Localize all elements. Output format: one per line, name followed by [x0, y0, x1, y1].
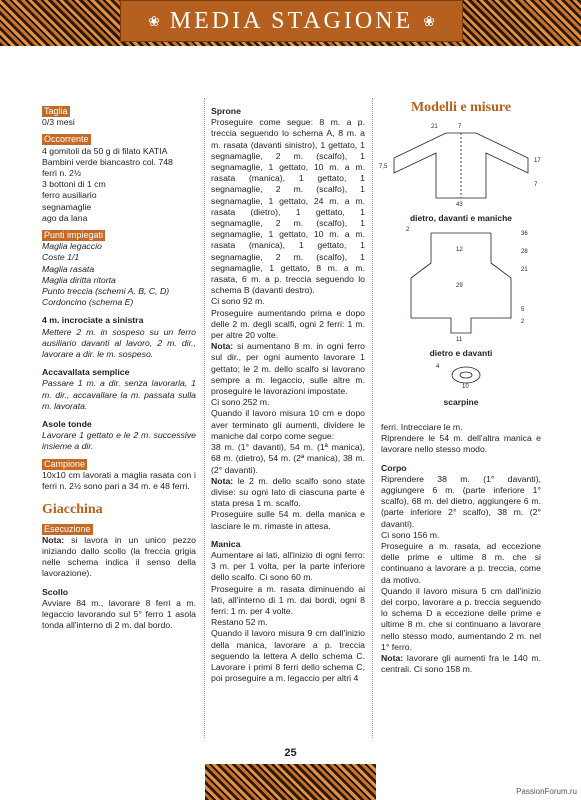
nota-paragraph	[211, 341, 365, 397]
list-item: Cordoncino (schema E)	[42, 297, 134, 308]
page-number: 25	[284, 747, 297, 759]
flower-icon: ❀	[423, 12, 435, 29]
dimension-label: 7	[458, 124, 462, 130]
list-item: segnamaglie	[42, 201, 92, 212]
paragraph: Quando il lavoro misura 9 cm dall'inizio della manica, lavorare a p. treccia seguendo la lettera A dello schema C. Lavorare i primi 8 ferri dello schema C, poi proseguire a m. legaccio per altri 4	[211, 628, 365, 684]
column-2	[211, 100, 365, 684]
accavallata-text: Passare 1 m. a dir. senza lavorarla, 1 m. dir., accavallare la m. passata sulla m. lavorata.	[42, 378, 196, 411]
dimension-label: 11	[456, 337, 463, 343]
paragraph: Riprendere 38 m. (1° davanti), aggiungere 6 m. (parte inferiore 1° scalfo), 68 m. del dietro, aggiungere 6 m. (parte inferiore 2° scalfo), 38 m. (2° davanti).	[381, 473, 541, 529]
occorrente-label: Occorrente	[44, 134, 89, 145]
list-item: Punto treccia (schemi A, B, C, D)	[42, 286, 170, 297]
asole-text: Lavorare 1 gettato e le 2 m. successive insieme a dir.	[42, 430, 196, 452]
list-item: Maglia rasata	[42, 263, 95, 274]
nota-text: le 2 m. dello scalfo sono state divise: su ogni lato di ciascuna parte è stata presa 1 m. scalfo.	[211, 475, 365, 509]
diagram-caption: scarpine	[443, 397, 479, 407]
nota-paragraph	[381, 653, 541, 675]
dimension-label: 28	[521, 249, 528, 255]
diagram-caption: dietro e davanti	[429, 348, 493, 358]
campione-text: 10x10 cm lavorati a maglia rasata con i ferri n. 2½ sono pari a 34 m. e 48 ferri.	[42, 469, 196, 492]
paragraph: Proseguire sulle 54 m. della manica e lasciare le m. rimaste in attesa.	[211, 509, 365, 531]
taglia-label: Taglia	[44, 106, 68, 116]
paragraph: Ci sono 156 m.	[381, 529, 440, 540]
diagram-title: Modelli e misure	[410, 100, 512, 115]
column-3-text	[381, 422, 541, 675]
incrociate-text: Mettere 2 m. in sospeso su un ferro ausiliario davanti al lavoro, 2 m. dir., lavorare a dir. le m. sospeso.	[42, 326, 196, 360]
corpo-title: Corpo	[381, 462, 407, 473]
page-header-title: MEDIA STAGIONE	[169, 7, 414, 34]
paragraph: Proseguire a m. rasata, ad eccezione delle prime e ultime 8 m. che si continuano a lavorare a p. treccia, come da motivo.	[381, 541, 541, 585]
list-item: Bambini verde biancastro col. 748	[42, 156, 173, 167]
paragraph: 38 m. (1° davanti), 54 m. (1ª manica), 68 m. (dietro), 54 m. (2ª manica), 38 m. (2° davanti).	[211, 442, 365, 475]
watermark: PassionForum.ru	[516, 787, 577, 796]
column-divider	[372, 98, 373, 738]
nota-paragraph	[211, 476, 365, 510]
occorrente-list	[42, 146, 196, 224]
taglia-text: 0/3 mesi	[42, 117, 75, 128]
list-item: Maglia diritta ritorta	[42, 274, 116, 285]
dimension-label: 43	[456, 202, 463, 208]
paragraph: Restano 52 m.	[211, 617, 268, 628]
paragraph: Aumentare ai lati, all'inizio di ogni ferro: 3 m. per 1 volta, per la parte inferiore dello scalfo. Ci sono 60 m.	[211, 549, 365, 583]
dimension-label: 2	[521, 319, 525, 325]
manica-title: Manica	[211, 538, 241, 549]
esecuzione-label: Esecuzione	[44, 523, 91, 534]
list-item: Maglia legaccio	[42, 241, 102, 252]
dimension-label: 5	[521, 307, 525, 313]
dimension-label: 21	[521, 267, 528, 273]
list-item: ferro ausiliario	[42, 190, 97, 201]
list-item: 3 bottoni di 1 cm	[42, 179, 106, 190]
paragraph: Ci sono 92 m.	[211, 296, 265, 307]
list-item: 4 gomitoli da 50 g di filato KATIA	[42, 145, 168, 156]
diagram-front-back	[376, 223, 546, 343]
scollo-text: Avviare 84 m., lavorare 8 ferri a m. legaccio lavorando sul 5° ferro 1 asola tonda all'interno di 2 m. dal bordo.	[42, 597, 196, 631]
sprone-text: Proseguire come segue: 8 m. a p. treccia seguendo lo schema A, 8 m. a m. rasata (davanti sinistro), 1 gettato, 1 segnamaglie, 2 m. (scalfo), 1 segnamaglie, 1 gettato, 10 m. a m. rasata (manica), 1 gettato, 1 segnamaglie, 2 m. (scalfo), 1 segnamaglie, 1 gettato, 24 m. a m. rasata (dietro), 1 gettato, 1 segnamaglie, 2 m. (scalfo), 1 segnamaglie, 1 gettato, 10 m. a m. rasata (manica), 1 gettato, 1 segnamaglie, 2 m. (scalfo), 1 segnamaglie, 1 gettato, 8 m. a m. rasata, 6 m. a p. treccia seguendo lo schema B (davanti destro).	[211, 117, 365, 296]
dimension-label: 12	[456, 247, 463, 253]
dimension-label: 2	[406, 227, 410, 233]
diagram-jacket	[376, 118, 546, 208]
dimension-label: 21	[431, 124, 438, 130]
accavallata-title: Accavallata semplice	[42, 367, 130, 378]
diagram-caption: dietro, davanti e maniche	[409, 213, 513, 223]
nota-label: Nota:	[381, 653, 404, 664]
diagram-area	[376, 98, 546, 407]
paragraph: ferri. Intrecciare le m.	[381, 422, 463, 432]
column-1	[42, 100, 196, 631]
nota-text: lavorare gli aumenti fra le 140 m. centrali. Ci sono 158 m.	[381, 653, 541, 675]
nota-text: si lavora in un unico pezzo iniziando dallo scollo (la freccia grigia nelle schema indica il senso della lavorazione).	[42, 534, 196, 579]
footer	[0, 764, 581, 800]
giacchina-title: Giacchina	[42, 502, 103, 518]
incrociate-title: 4 m. incrociate a sinistra	[42, 315, 144, 326]
list-item: ferri n. 2½	[42, 168, 82, 179]
campione-label: Campione	[44, 458, 86, 469]
paragraph: Quando il lavoro misura 10 cm e dopo aver terminato gli aumenti, dividere le maniche dal corpo come segue:	[211, 408, 365, 441]
dimension-label: 17	[534, 158, 541, 164]
scollo-title: Scollo	[42, 586, 69, 597]
list-item: ago da lana	[42, 212, 88, 223]
asole-title: Asole tonde	[42, 419, 92, 430]
dimension-label: 7,5	[379, 164, 388, 170]
paragraph: Riprendere le 54 m. dell'altra manica e lavorare nello stesso modo.	[381, 433, 541, 455]
dimension-label: 10	[462, 384, 469, 390]
flower-icon: ❀	[148, 12, 160, 29]
list-item: Coste 1/1	[42, 252, 80, 263]
nota-label: Nota:	[211, 341, 234, 352]
paragraph: Ci sono 252 m.	[211, 397, 270, 408]
nota-label: Nota:	[42, 534, 65, 545]
sprone-title: Sprone	[211, 106, 241, 116]
footer-band	[205, 764, 376, 800]
column-divider	[204, 98, 205, 738]
punti-label: Punti impiegati	[44, 230, 104, 241]
dimension-label: 36	[521, 231, 528, 237]
paragraph: Proseguire a m. rasata diminuendo ai lati, all'interno di 1 m. dai bordi, ogni 8 ferri: 1 m. per 4 volte.	[211, 583, 365, 616]
punti-list	[42, 241, 196, 308]
header-banner	[0, 0, 581, 46]
nota-text: si aumentano 8 m. in ogni ferro sul dir., per ogni aumento lavorare 1 gettato; le 2 m. dello scalfo si lavorano sempre a m. legaccio, sulle altre m. proseguire le lavorazioni impostate.	[211, 341, 365, 397]
header-title-box	[120, 0, 463, 42]
nota-label: Nota:	[211, 475, 234, 486]
paragraph: Proseguire aumentando prima e dopo delle 2 m. degli scalfi, ogni 2 ferri: 1 m. per altre 20 volte.	[211, 307, 365, 341]
diagram-booties	[376, 358, 546, 392]
nota-paragraph	[42, 535, 196, 580]
dimension-label: 7	[534, 182, 538, 188]
paragraph: Quando il lavoro misura 5 cm dall'inizio del corpo, lavorare a p. treccia seguendo lo schema D a eccezione delle prime e ultime 8 m. che si continuano a lavorare nello stesso modo, aumentando 2 m. nel 1° ferro.	[381, 585, 541, 652]
dimension-label: 4	[436, 364, 440, 370]
dimension-label: 29	[456, 283, 463, 289]
